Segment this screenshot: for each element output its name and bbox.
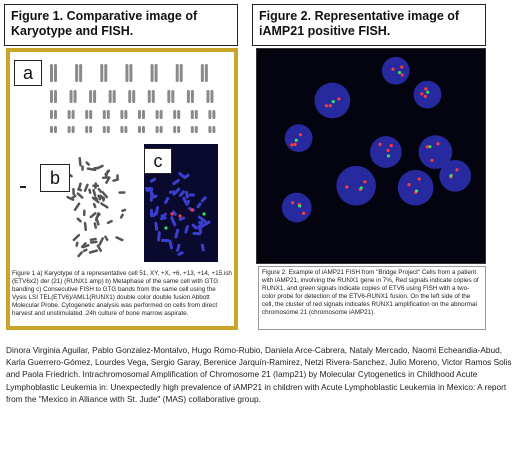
red-signal [291,201,294,204]
chromosome [89,126,92,133]
chromosome [120,110,123,119]
chromosome [74,90,77,103]
chromosome [151,64,154,82]
chromosome [187,90,190,103]
chromosome [50,126,53,133]
red-signal [378,143,381,146]
fish-chromosome [170,216,177,227]
figure2-title [252,4,486,46]
metaphase-chromosome [83,183,89,192]
fish-chromosome [176,243,181,252]
chromosome [50,64,53,82]
metaphase-chromosome [92,189,97,197]
cell-nucleus [414,81,442,109]
metaphase-chromosome [76,192,84,199]
green-signal [202,212,205,215]
fish-chromosome [172,178,181,185]
chromosome [124,126,127,133]
red-signal [424,95,427,98]
chromosome [113,90,116,103]
chromosome [68,126,71,133]
metaphase-chromosome [119,213,124,219]
chromosome [54,64,57,82]
figure2-fish-image [256,48,486,264]
chromosome [109,90,112,103]
metaphase-chromosome [77,251,84,258]
chromosome [201,64,204,82]
fish-chromosome [196,202,202,209]
green-signal [360,186,363,189]
metaphase-chromosome [81,165,84,171]
fish-chromosome [154,222,158,231]
metaphase-chromosome [84,222,87,232]
green-signal [387,154,390,157]
panel-label-b: b [40,164,70,192]
red-signal [424,87,427,90]
chromosome [205,64,208,82]
chromosome [152,90,155,103]
red-signal [290,143,293,146]
red-signal [455,168,458,171]
red-signal [430,159,433,162]
figure1-title-line1: Figure 1. Comparative image of [11,9,198,23]
fish-chromosome [154,206,159,216]
chromosome [89,90,92,103]
chromosome [208,110,211,119]
fish-chromosome [189,193,195,196]
figure1-panel [6,48,238,330]
chromosome [104,64,107,82]
figure2-title-line1: Figure 2. Representative image of [259,9,460,23]
fish-chromosome [174,228,179,238]
metaphase-chromosome [121,208,127,212]
red-signal [401,73,404,76]
metaphase-chromosome [85,161,91,166]
chromosome [167,90,170,103]
chromosome [160,110,163,119]
cell-nucleus [282,193,312,223]
chromosome [142,126,145,133]
chromosome [180,64,183,82]
chromosome [191,126,194,133]
cell-nucleus [336,166,376,206]
red-signal [325,104,328,107]
chromosome [107,110,110,119]
green-signal [298,204,301,207]
chromosome [103,126,106,133]
chromosome [103,110,106,119]
red-signal [390,144,393,147]
chromosome [50,90,53,103]
red-signal [178,214,181,217]
red-signal [345,185,348,188]
chromosome [132,90,135,103]
red-signal [386,149,389,152]
metaphase-chromosome [98,237,104,246]
metaphase-chromosome [83,209,86,216]
chromosome [160,126,163,133]
fish-chromosome [184,225,189,234]
fish-chromosome [191,223,198,230]
chromosome [206,90,209,103]
metaphase-chromosome [75,241,79,247]
red-signal [329,104,332,107]
cell-nucleus [398,170,434,206]
red-signal [363,180,366,183]
red-signal [436,142,439,145]
cell-nucleus [285,124,313,152]
metaphase-chromosome [73,202,81,212]
green-signal [449,174,452,177]
metaphase-chromosome [118,191,125,194]
red-signal [420,92,423,95]
red-signal [170,212,173,215]
fish-chromosome [185,191,189,199]
chromosome [70,90,73,103]
chromosome [210,90,213,103]
metaphase-chromosome [100,202,109,209]
chromosome [68,110,71,119]
metaphase-chromosome [72,233,81,241]
panel-label-a: a [14,60,42,86]
fish-chromosome [161,239,169,242]
chromosome [54,110,57,119]
chromosome [173,110,176,119]
chromosome [79,64,82,82]
chromosome [85,126,88,133]
chromosome [148,90,151,103]
chromosome [195,126,198,133]
green-signal [415,189,418,192]
chromosome [176,64,179,82]
fish-chromosome [149,177,156,183]
chromosome [212,126,215,133]
chromosome [208,126,211,133]
chromosome [72,126,75,133]
chromosome [54,90,57,103]
fish-chromosome [164,196,170,204]
chromosome [100,64,103,82]
chromosome [173,126,176,133]
green-signal [426,91,429,94]
red-signal [407,183,410,186]
metaphase-chromosome [82,248,88,252]
chromosome [54,126,57,133]
figure1-title [4,4,238,46]
karyotype-image [10,52,234,138]
chromosome [177,126,180,133]
chromosome [138,110,141,119]
metaphase-chromosome [106,220,113,225]
green-signal [428,145,431,148]
red-signal [391,68,394,71]
cell-nucleus [382,57,410,85]
metaphase-image [40,142,144,266]
chromosome [107,126,110,133]
red-signal [337,97,340,100]
chromosome [195,110,198,119]
metaphase-chromosome [104,235,109,242]
chromosome [155,64,158,82]
chromosome [50,110,53,119]
chromosome [156,126,159,133]
fish-chromosome [157,231,161,241]
panel-label-c: c [144,148,172,174]
chromosome [129,64,132,82]
chromosome [75,64,78,82]
fish-chromosome [201,243,205,251]
chromosome [177,110,180,119]
metaphase-chromosome [78,157,81,167]
metaphase-chromosome [112,178,119,182]
chromosome [125,64,128,82]
green-signal [295,139,298,142]
metaphase-chromosome [115,236,124,242]
red-signal [190,208,193,211]
chromosome [191,90,194,103]
cell-nucleus [439,160,471,192]
figure2-title-line2: iAMP21 positive FISH. [259,24,391,38]
red-signal [293,143,296,146]
chromosome [124,110,127,119]
cell-nucleus [370,136,402,168]
chromosome [156,110,159,119]
red-signal [299,133,302,136]
green-signal [332,100,335,103]
fish-chromosome [200,196,207,203]
metaphase-chromosome [89,249,99,254]
chromosome [212,110,215,119]
green-signal [164,226,167,229]
chromosome [142,110,145,119]
chromosome [89,110,92,119]
chromosome [128,90,131,103]
figure1-title-line2: Karyotype and FISH. [11,24,134,38]
chromosome [120,126,123,133]
metaphase-chromosome [102,196,105,202]
chromosome [191,110,194,119]
figure1-caption: Figure 1 a) Karyotype of a representative cell 51, XY, +X, +6, +13, +14, +15.ish (ETV6x2) der (21) (RUNX1 amp) b) Metaphase of the same cell with GTG banding c) Consecutive FISH to GTG bands from the same cell using the Vysis LSI TEL(ETV6)/AML1(RUNX1) double color double fusion Abbott Molecular Probe. Cytogenetic analysis was performed on cells from direct harvest and unstimulated .24h culture of bone marrow aspirate. [12,270,232,317]
metaphase-chromosome [92,203,96,209]
red-signal [302,212,305,215]
green-signal [398,71,401,74]
chromosome [72,110,75,119]
red-signal [418,177,421,180]
dash-mark [20,186,26,188]
chromosome [85,110,88,119]
metaphase-chromosome [72,188,75,195]
chromosome [138,126,141,133]
metaphase-chromosome [76,217,82,223]
chromosome [171,90,174,103]
reference-citation: Dinora Virginia Aguilar, Pablo Gonzalez-Montalvo, Hugo Romo-Rubio, Daniela Arce-Cabrera, Nataly Mercado, Naomi Echeandia-Abud, Karla Guerrero-Gómez, Lourdes Vega, Sergio Garay, Berenice Jarquín-Ramirez, Netzi Rivera-Sanchez, Julio Moreno, Victor Ramos Solis and Paola Friedrich. Intrachromosomal Amplification of Chromosome 21 (Iamp21) by Molecular Cytogenetics in Childhood Acute Lymphoblastic Leukemia in: Unexpectedly high prevalence of iAMP21 in children with Acute Lymphoblastic Leukemia in Mexico: A report from the "Mexico in Alliance with St. Jude" (MAS) collaborative group. [6,345,512,404]
red-signal [400,65,403,68]
metaphase-chromosome [88,188,92,194]
metaphase-chromosome [94,182,97,189]
figure2-caption: Figure 2. Example of iAMP21 FISH from "Bridge Project" Cells from a patient with iAMP21, involving the RUNX1 gene in 7%, Red signals indicate copies of RUNX1, and green signals indicate copies of ETV6 using FISH with a two-color probe for detection of the ETV6-RUNX1 fusion. On the left side of the cell, the cluster of red signals indicates RUNX1 amplification on the abnormal chromosome 21 (chromosome iAMP21). [258,266,486,330]
chromosome [93,90,96,103]
